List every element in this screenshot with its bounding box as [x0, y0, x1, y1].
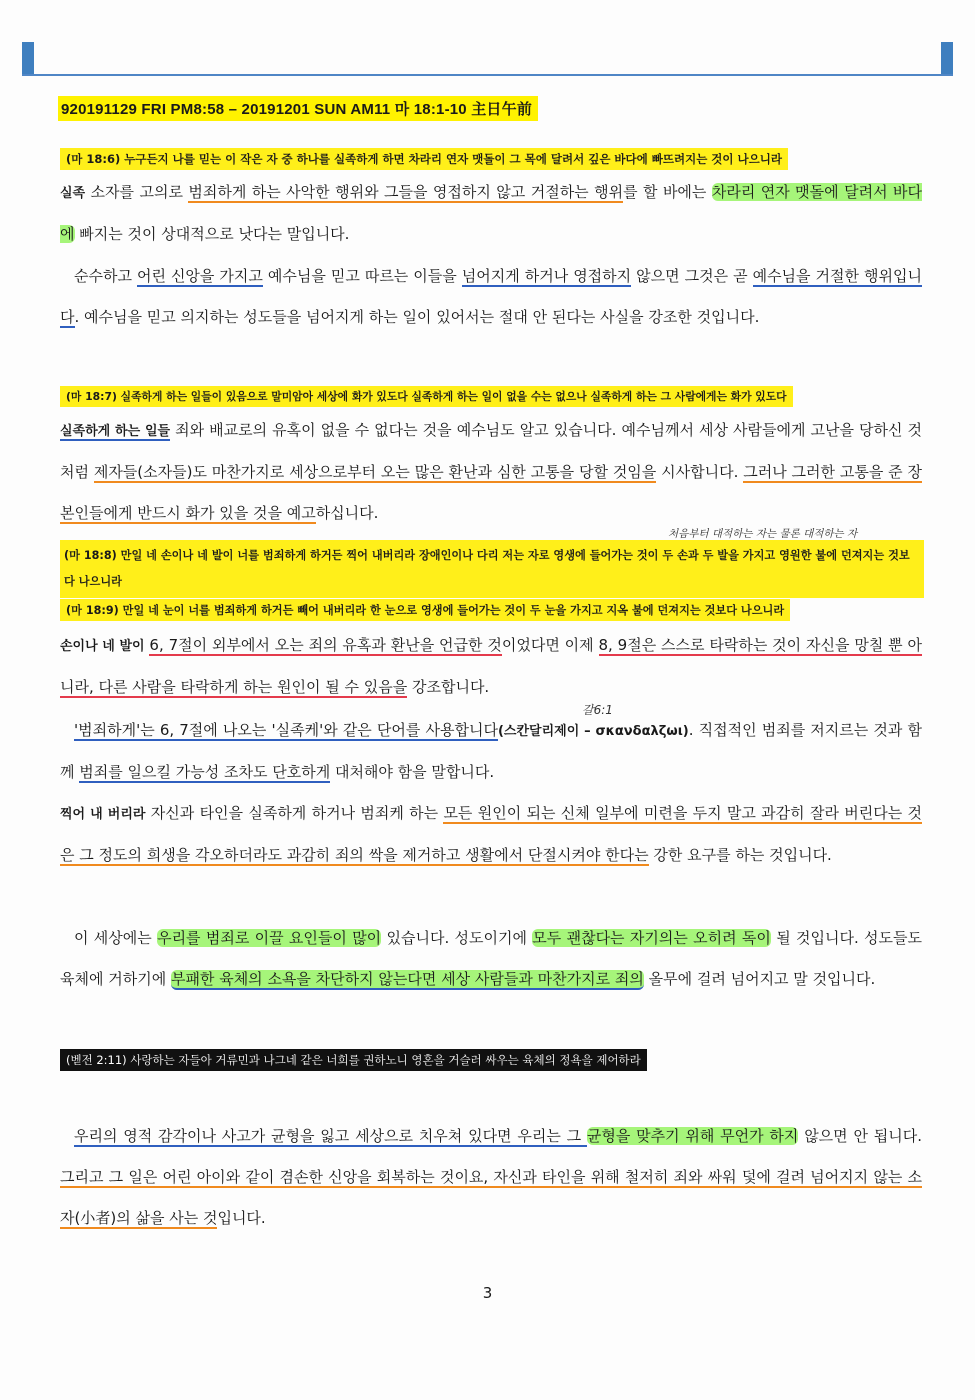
text: 이었다면 이제 [501, 636, 599, 654]
highlighted-text: 모두 괜찮다는 자기의는 오히려 독이 [532, 929, 771, 947]
underlined-text: 제자들(소자들)도 마찬가지로 세상으로부터 오는 많은 환난과 심한 고통을 당할 것임을 [93, 463, 657, 481]
text: 하십니다. [315, 504, 379, 522]
underlined-text: 범죄를 일으킬 가능성 조차도 단호하게 [79, 763, 331, 781]
underlined-text: 범죄하게 하는 사악한 행위와 그들을 영접하지 않고 거절하는 행위 [188, 183, 624, 201]
sermon-header: 920191129 FRI PM8:58 – 20191201 SUN AM11 마 18:1-10 主日午前 [58, 96, 538, 121]
paragraph-lead: 손이나 네 발이 [60, 639, 145, 654]
text: 를 할 바에는 [623, 183, 712, 201]
paragraph-6 [60, 793, 922, 876]
text: 소자를 고의로 [85, 183, 189, 201]
text: 입니다. [217, 1209, 266, 1227]
underlined-text: 그리고 그 일은 어린 아이와 같이 겸손한 신앙을 회복하는 것이요, 자신과 타인을 위해 철저히 죄와 싸워 덫에 걸려 넘어지지 않는 소자(小者)의 삶을 사는 것 [60, 1168, 922, 1227]
text: . 예수님을 믿고 의지하는 성도들을 넘어지게 하는 일이 있어서는 절대 안 된다는 사실을 강조한 것입니다. [74, 308, 760, 326]
paragraph-3 [60, 410, 922, 534]
verse-matthew-18-9: (마 18:9) 만일 네 눈이 너를 범죄하게 하거든 빼어 내버리라 한 눈으로 영생에 들어가는 것이 두 눈을 가지고 지옥 불에 던져지는 것보다 나으니라 [60, 599, 790, 621]
text: 자신과 타인을 실족하게 하거나 범죄케 하는 [145, 804, 444, 822]
right-tab-marker [941, 42, 953, 76]
underlined-text: 모든 원인이 되는 신체 일부에 미련을 두지 말고 과감히 잘라 버린다는 것은 그 정도의 희생을 각오하더라도 과감히 죄의 싹을 제거하고 생활에서 단절시켜야 한다는 [60, 804, 922, 864]
underlined-text: 8, 9절은 스스로 타락하는 것이 자신을 망칠 뿐 아니라, 다른 사람을 타락하게 하는 원인이 될 수 있음을 [60, 636, 922, 696]
left-tab-marker [22, 42, 34, 76]
text: 이 세상에는 [74, 929, 158, 947]
text: 대처해야 함을 말합니다. [330, 763, 495, 781]
underlined-text: 6, 7절이 외부에서 오는 죄의 유혹과 환난을 언급한 것 [149, 636, 502, 654]
paragraph-lead: 실족하게 하는 일들 [60, 424, 171, 439]
text: 죄와 배교로의 유혹이 없을 수 없다는 것을 예수님도 알고 있습니다. 예수님께서 세상 사람들에게 고난을 당하신 것처럼 [60, 421, 922, 481]
paragraph-8 [60, 1116, 922, 1239]
underlined-text: 우리의 영적 감각이나 사고가 균형을 잃고 세상으로 치우쳐 있다면 우리는 그 [74, 1127, 587, 1145]
verse-matthew-18-7: (마 18:7) 실족하게 하는 일들이 있음으로 말미암아 세상에 화가 있도다 실족하게 하는 일이 없을 수는 없으나 실족하게 하는 그 사람에게는 화가 있도다 [60, 386, 793, 407]
text: 순수하고 [74, 267, 137, 285]
paragraph-4 [60, 625, 922, 708]
highlighted-text: 우리를 범죄로 이끌 요인들이 많이 [157, 929, 382, 947]
text: 강조합니다. [407, 678, 490, 696]
verse-1-peter-2-11: (벧전 2:11) 사랑하는 자들아 거류민과 나그네 같은 너희를 권하노니 영혼을 거슬러 싸우는 육체의 정욕을 제어하라 [60, 1049, 647, 1071]
verse-matthew-18-8: (마 18:8) 만일 네 손이나 네 발이 너를 범죄하게 하거든 찍어 내버리라 장애인이나 다리 저는 자로 영생에 들어가는 것이 두 손과 두 발을 가지고 영원한 불에 던져지는 것보다 나으니라 [60, 540, 924, 598]
top-rule [22, 74, 953, 76]
highlighted-text: 부패한 육체의 소욕을 차단하지 않는다면 세상 사람들과 마찬가지로 죄의 [170, 970, 644, 988]
text: 강한 요구를 하는 것입니다. [648, 846, 832, 864]
text: 있습니다. 성도이기에 [381, 929, 533, 947]
text: . 직접적인 범죄를 저지르는 것과 함께 [60, 721, 922, 781]
text: 않으면 안 됩니다. [798, 1127, 922, 1145]
paragraph-5 [60, 710, 922, 793]
text: 올무에 걸려 넘어지고 말 것입니다. [643, 970, 876, 988]
paragraph-lead: 찍어 내 버리라 [60, 807, 146, 822]
underlined-text: 그러나 그러한 고통을 준 장본인들에게 반드시 화가 있을 것을 예고 [60, 463, 922, 522]
page-number: 3 [482, 1284, 493, 1302]
underlined-text: '범죄하게'는 6, 7절에 나오는 '실족케'와 같은 단어를 사용합니다 [74, 721, 498, 739]
verse-matthew-18-6: (마 18:6) 누구든지 나를 믿는 이 작은 자 중 하나를 실족하게 하면 차라리 연자 맷돌이 그 목에 달려서 깊은 바다에 빠뜨려지는 것이 나으니라 [60, 148, 788, 170]
paragraph-7 [60, 918, 922, 1000]
underlined-text: 어린 신앙을 가지고 [136, 267, 263, 285]
handwritten-note: 처음부터 대적하는 자는 물론 대적하는 자 [668, 528, 858, 540]
text: 될 것입니다. 성도들도 육체에 거하기에 [60, 929, 922, 988]
highlighted-text: 균형을 맞추기 위해 무언가 하지 [586, 1127, 799, 1145]
handwritten-reference: 갈6:1 [582, 703, 613, 717]
text: 빠지는 것이 상대적으로 낫다는 말입니다. [74, 225, 350, 243]
underlined-text: 예수님을 거절한 행위입니다 [60, 267, 922, 326]
paragraph-2 [60, 256, 922, 338]
paragraph-lead: 실족 [60, 186, 86, 201]
text: 않으면 그것은 곧 [631, 267, 753, 285]
text: 예수님을 믿고 따르는 이들을 [262, 267, 462, 285]
paragraph-1 [60, 172, 922, 255]
greek-term: (스칸달리제이 – σκανδαλζωι) [497, 724, 689, 739]
underlined-text: 넘어지게 하거나 영접하지 [461, 267, 632, 285]
text: 시사합니다. [656, 463, 744, 481]
highlighted-text: 차라리 연자 맷돌에 달려서 바다에 [60, 183, 922, 243]
